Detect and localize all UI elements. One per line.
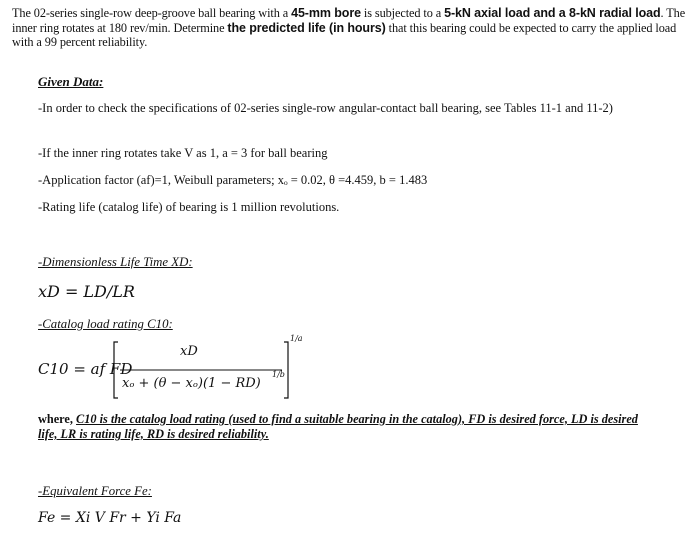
given-item-weibull: -Application factor (af)=1, Weibull parameters; xₒ = 0.02, θ =4.459, b = 1.483 [38, 173, 428, 187]
catalog-denominator: xₒ + (θ − xₒ)(1 − RD) [122, 376, 261, 391]
problem-bore: 45-mm bore [291, 6, 361, 20]
catalog-numerator: xD [180, 344, 198, 359]
equivalent-force-formula: Fe = Xi V Fr + Yi Fa [38, 510, 182, 526]
dimensionless-formula: xD = LD/LR [38, 282, 135, 301]
catalog-outer-exponent: 1/a [290, 334, 303, 343]
given-item-inner-ring: -If the inner ring rotates take V as 1, a = 3 for ball bearing [38, 146, 328, 160]
problem-text-2: is subjected to a [360, 6, 445, 20]
catalog-formula [38, 334, 303, 402]
problem-statement [12, 6, 688, 50]
problem-text-1: The 02-series single-row deep-groove ball bearing with a [12, 6, 292, 20]
where-text: C10 is the catalog load rating (used to find a suitable bearing in the catalog), FD is desired force, LD is desired life, LR is rating life, RD is desired reliability. [38, 412, 638, 441]
given-data-heading: Given Data: [38, 74, 104, 89]
given-item-rating-life: -Rating life (catalog life) of bearing is 1 million revolutions. [38, 200, 340, 214]
dimensionless-life-heading: -Dimensionless Life Time XD: [38, 255, 193, 269]
catalog-lhs: C10 = af FD [38, 360, 133, 378]
catalog-load-heading: -Catalog load rating C10: [38, 317, 173, 331]
catalog-inner-exponent: 1/b [272, 370, 285, 379]
problem-loads: 5-kN axial load and a 8-kN radial load [444, 6, 661, 20]
problem-target: the predicted life (in hours) [227, 20, 386, 35]
problem-text-3: . The inner ring rotates at 180 rev/min. Determine [12, 6, 686, 35]
equivalent-force-heading: -Equivalent Force Fe: [38, 484, 152, 498]
where-definitions [38, 412, 638, 442]
given-item-tables: -In order to check the specifications of 02-series single-row angular-contact ball bearing, see Tables 11-1 and 11-2) [38, 101, 613, 115]
where-lead: where, [38, 412, 77, 426]
problem-text-4: that this bearing could be expected to carry the applied load with a 99 percent reliability. [12, 20, 677, 49]
